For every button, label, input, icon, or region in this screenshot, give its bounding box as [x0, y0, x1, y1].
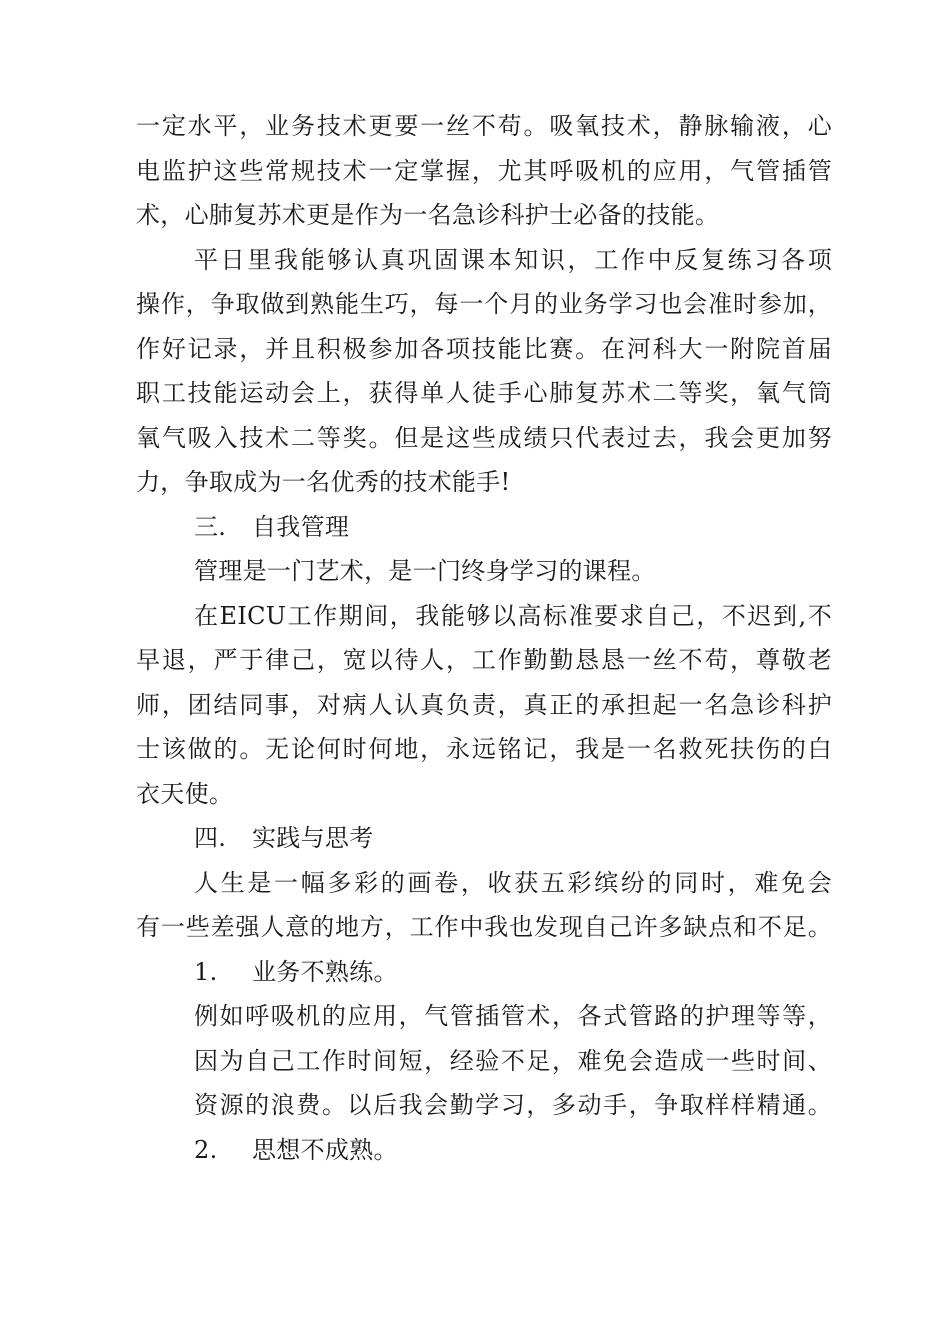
list-item-1-body: [136, 994, 832, 1128]
section-number: 三.: [194, 512, 227, 541]
list-item-heading-1: [136, 950, 832, 995]
paragraph-4: [136, 861, 832, 950]
list-item-number: 2.: [194, 1135, 218, 1164]
text-line: 操作，争取做到熟能生巧，每一个月的业务学习也会准时参加，: [136, 290, 832, 318]
text-line: 职工技能运动会上，获得单人徒手心肺复苏术二等奖，氧气筒: [136, 379, 832, 407]
text-line: 人生是一幅多彩的画卷，收获五彩缤纷的同时，难免会: [194, 868, 832, 897]
text-line: 氧气吸入技术二等奖。但是这些成绩只代表过去，我会更加努: [136, 423, 832, 452]
section-title: 自我管理: [252, 512, 350, 541]
text-line: 因为自己工作时间短，经验不足，难免会造成一些时间、: [194, 1046, 832, 1075]
section-3-intro: 管理是一门艺术，是一门终身学习的课程。: [194, 557, 656, 585]
text-line: 资源的浪费。以后我会勤学习，多动手，争取样样精通。: [194, 1091, 832, 1119]
paragraph-2: [136, 238, 832, 505]
text-line: 平日里我能够认真巩固课本知识，工作中反复练习各项: [194, 245, 832, 274]
text-line: 早退，严于律己，宽以待人，工作勤勤恳恳一丝不苟，尊敬老: [136, 646, 832, 674]
section-number: 四.: [194, 824, 227, 852]
paragraph-1: [136, 104, 832, 238]
list-item-title: 思想不成熟。: [252, 1135, 398, 1164]
text-line: 术，心肺复苏术更是作为一名急诊科护士必备的技能。: [136, 201, 720, 229]
document-body: [136, 104, 832, 1172]
section-heading-4: [136, 816, 832, 861]
section-title: 实践与思考: [252, 824, 374, 852]
text-line: 作好记录，并且积极参加各项技能比赛。在河科大一附院首届: [136, 334, 832, 363]
list-item-heading-2: [136, 1128, 832, 1173]
text-line: 衣天使。: [136, 779, 234, 808]
text-line: 有一些差强人意的地方，工作中我也发现自己许多缺点和不足。: [136, 913, 832, 941]
text-line: 电监护这些常规技术一定掌握，尤其呼吸机的应用，气管插管: [136, 156, 832, 185]
text-line: 师，团结同事，对病人认真负责，真正的承担起一名急诊科护: [136, 690, 832, 719]
list-item-number: 1.: [194, 957, 218, 986]
text-line: 一定水平，业务技术更要一丝不苟。吸氧技术，静脉输液，心: [136, 112, 832, 140]
text-line: 例如呼吸机的应用，气管插管术，各式管路的护理等等，: [194, 1002, 832, 1030]
paragraph-3: [136, 594, 832, 817]
text-line: 士该做的。无论何时何地，永远铭记，我是一名救死扶伤的白: [136, 735, 832, 763]
text-line: 力，争取成为一名优秀的技术能手!: [136, 468, 511, 496]
section-heading-3: [136, 505, 832, 550]
text-line: 在EICU工作期间，我能够以高标准要求自己，不迟到,不: [194, 601, 832, 630]
list-item-title: 业务不熟练。: [252, 957, 398, 986]
